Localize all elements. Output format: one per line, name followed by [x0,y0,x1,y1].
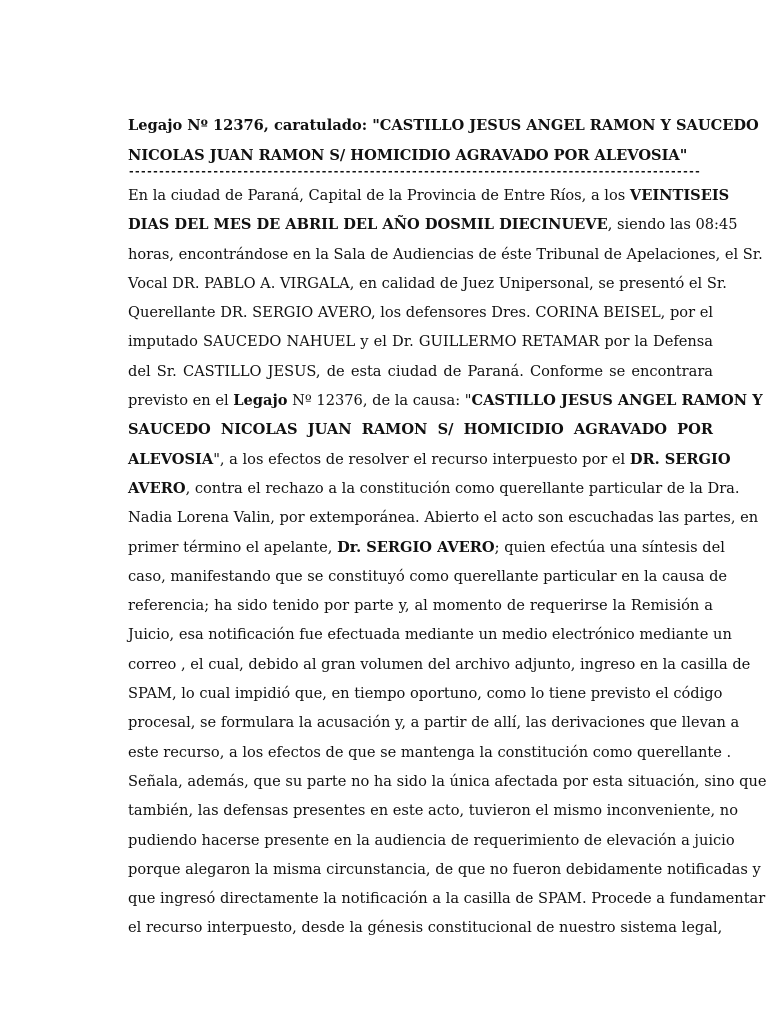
text-line [128,826,735,855]
text-line [128,269,727,298]
text-line [128,767,767,796]
text-run: del Sr. CASTILLO JESUS, de esta ciudad de Paraná. Conforme se encontrara [128,362,713,380]
text-run: Señala, además, que su parte no ha sido la única afectada por esta situación, sino que [128,772,767,790]
text-run: Juicio, esa notificación fue efectuada mediante un medio electrónico mediante un [128,626,732,644]
text-run: horas, encontrándose en la Sala de Audiencias de éste Tribunal de Apelaciones, el Sr. [128,245,763,263]
text-run: caso, manifestando que se constituyó como querellante particular en la causa de [128,567,728,585]
text-line [128,591,713,620]
text-run: correo , el cual, debido al gran volumen del archivo adjunto, ingreso en la casilla de [128,655,751,673]
bold-run: Legajo [233,392,288,410]
text-run: En la ciudad de Paraná, Capital de la Provincia de Entre Ríos, a los [128,187,630,204]
text-line [128,562,728,591]
text-line [128,533,725,562]
text-line [128,503,759,532]
case-heading [128,111,759,171]
text-run: Nº 12376, de la causa: " [287,392,472,410]
bold-run: NICOLAS JUAN RAMON S/ HOMICIDIO AGRAVADO POR ALEVOSIA" [128,147,688,164]
document-body [128,111,767,943]
text-line [128,650,751,679]
text-run: , siendo las 08:45 [607,216,738,234]
text-line [128,796,738,825]
text-run: Vocal DR. PABLO A. VIRGALA, en calidad de Juez Unipersonal, se presentó el Sr. [128,274,727,292]
text-run: SPAM, lo cual impidió que, en tiempo oportuno, como lo tiene previsto el código [128,685,723,703]
text-line [128,738,732,767]
text-run: porque alegaron la misma circunstancia, de que no fueron debidamente notificadas y [128,860,761,878]
text-run: referencia; ha sido tenido por parte y, al momento de requerirse la Remisión a [128,597,713,615]
bold-run: DR. SERGIO [629,450,731,468]
text-run: ; quien efectúa una síntesis del [494,538,725,556]
text-run: este recurso, a los efectos de que se mantenga la constitución como querellante . [128,743,732,761]
bold-run: ALEVOSIA [128,450,214,468]
text-run: pudiendo hacerse presente en la audiencia de requerimiento de elevación a juicio [128,831,735,849]
text-run: primer término el apelante, [128,538,338,556]
bold-run: AVERO [128,479,186,497]
text-line [128,181,730,210]
text-line [128,855,761,884]
text-line [128,884,766,913]
text-run: procesal, se formulara la acusación y, a partir de allí, las derivaciones que llevan a [128,714,740,732]
text-run: imputado SAUCEDO NAHUEL y el Dr. GUILLERMO RETAMAR por la Defensa [128,333,713,351]
text-line [128,708,740,737]
text-line [128,210,738,239]
minutes-text [128,181,767,943]
text-line [128,415,713,444]
separator-line: ----------------------------------------------------------------------------------------------- [128,165,701,178]
bold-run: DIAS DEL MES DE ABRIL DEL AÑO DOSMIL DIECINUEVE [128,216,608,234]
text-line [128,620,732,649]
text-run: ", a los efectos de resolver el recurso interpuesto por el [213,450,630,468]
text-run: el recurso interpuesto, desde la génesis constitucional de nuestro sistema legal, [128,919,723,937]
bold-run: Dr. SERGIO AVERO [337,538,495,556]
text-line [128,386,763,415]
text-run: previsto en el [128,392,234,410]
text-run: Querellante DR. SERGIO AVERO, los defensores Dres. CORINA BEISEL, por el [128,304,713,322]
bold-run: VEINTISEIS [629,187,730,204]
text-run: , contra el rechazo a la constitución como querellante particular de la Dra. [185,479,740,497]
text-run: también, las defensas presentes en este acto, tuvieron el mismo inconveniente, no [128,802,738,820]
text-line [128,913,723,942]
text-line [128,474,740,503]
text-line [128,111,759,141]
bold-run: Legajo Nº 12376, caratulado: "CASTILLO JESUS ANGEL RAMON Y SAUCEDO [128,117,759,134]
text-run: que ingresó directamente la notificación a la casilla de SPAM. Procede a fundamentar [128,890,766,908]
bold-run: SAUCEDO NICOLAS JUAN RAMON S/ HOMICIDIO AGRAVADO POR [128,421,713,439]
text-line [128,240,763,269]
bold-run: CASTILLO JESUS ANGEL RAMON Y [471,392,763,410]
text-line [128,357,713,386]
text-line [128,327,713,356]
text-run: Nadia Lorena Valin, por extemporánea. Abierto el acto son escuchadas las partes, en [128,509,759,527]
text-line [128,679,723,708]
text-line [128,298,713,327]
text-line [128,445,731,474]
